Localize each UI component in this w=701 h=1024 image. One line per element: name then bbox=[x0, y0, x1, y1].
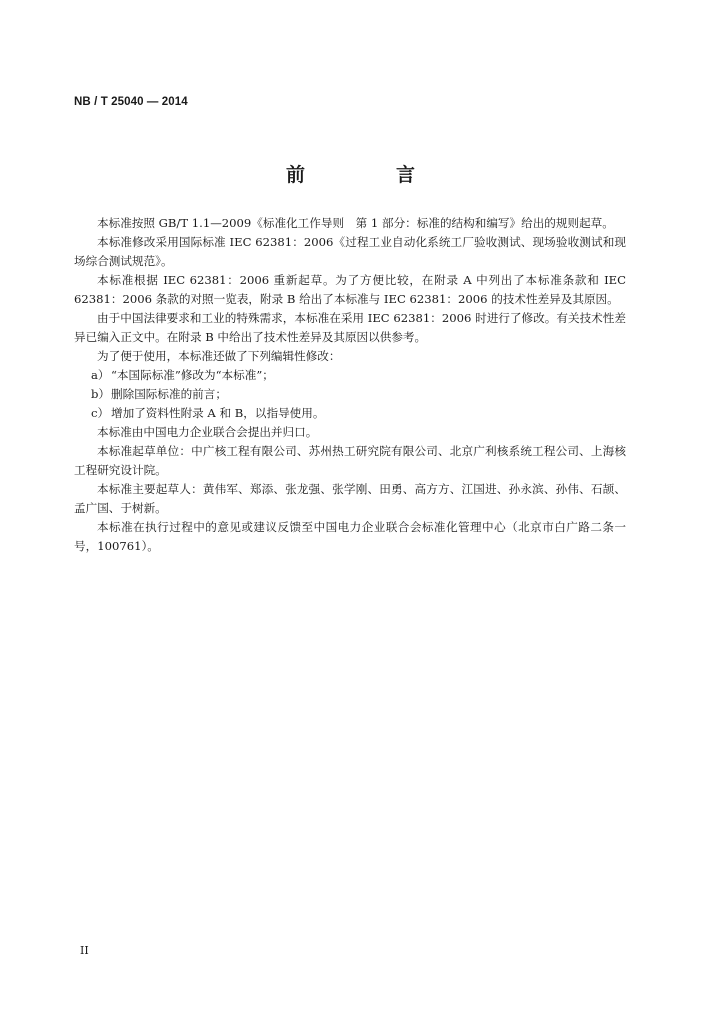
list-item bbox=[74, 404, 626, 423]
page-number: II bbox=[80, 944, 89, 957]
list-item bbox=[74, 385, 626, 404]
paragraph-redrafting: 本标准根据 IEC 62381：2006 重新起草。为了方便比较，在附录 A 中列出了本标准条款和 IEC 62381：2006 条款的对照一览表，附录 B 给出了本标准与 IEC 62381：2006 的技术性差异及其原因。 bbox=[74, 273, 626, 306]
list-marker: c） bbox=[91, 406, 110, 420]
paragraph-drafters: 本标准主要起草人：黄伟军、郑添、张龙强、张学刚、田勇、高方方、江国进、孙永滨、孙伟、石颉、孟广国、于树新。 bbox=[74, 482, 626, 515]
paragraph-technical-deviations: 由于中国法律要求和工业的特殊需求，本标准在采用 IEC 62381：2006 时进行了修改。有关技术性差异已编入正文中。在附录 B 中给出了技术性差异及其原因以供参考。 bbox=[74, 311, 626, 344]
list-item-text: “本国际标准”修改为“本标准”； bbox=[111, 368, 274, 382]
paragraph-proposer: 本标准由中国电力企业联合会提出并归口。 bbox=[97, 425, 318, 439]
page-title: 前 言 bbox=[285, 164, 451, 186]
list-marker: b） bbox=[91, 387, 111, 401]
list-item bbox=[74, 366, 626, 385]
paragraph-drafting-units: 本标准起草单位：中广核工程有限公司、苏州热工研究院有限公司、北京广利核系统工程公司、上海核工程研究设计院。 bbox=[74, 444, 626, 477]
foreword-body bbox=[74, 214, 626, 556]
paragraph-adoption: 本标准修改采用国际标准 IEC 62381：2006《过程工业自动化系统工厂验收测试、现场验收测试和现场综合测试规范》。 bbox=[74, 235, 626, 268]
list-item-text: 删除国际标准的前言； bbox=[111, 387, 227, 401]
standard-code: NB / T 25040 — 2014 bbox=[74, 96, 188, 108]
paragraph-editorial-intro: 为了便于使用，本标准还做了下列编辑性修改： bbox=[97, 349, 341, 363]
paragraph-drafting-rules: 本标准按照 GB/T 1.1—2009《标准化工作导则 第 1 部分：标准的结构和编写》给出的规则起草。 bbox=[97, 216, 614, 230]
list-marker: a） bbox=[91, 368, 110, 382]
list-item-text: 增加了资料性附录 A 和 B，以指导使用。 bbox=[111, 406, 325, 420]
paragraph-feedback: 本标准在执行过程中的意见或建议反馈至中国电力企业联合会标准化管理中心（北京市白广路二条一号，100761）。 bbox=[74, 520, 626, 553]
